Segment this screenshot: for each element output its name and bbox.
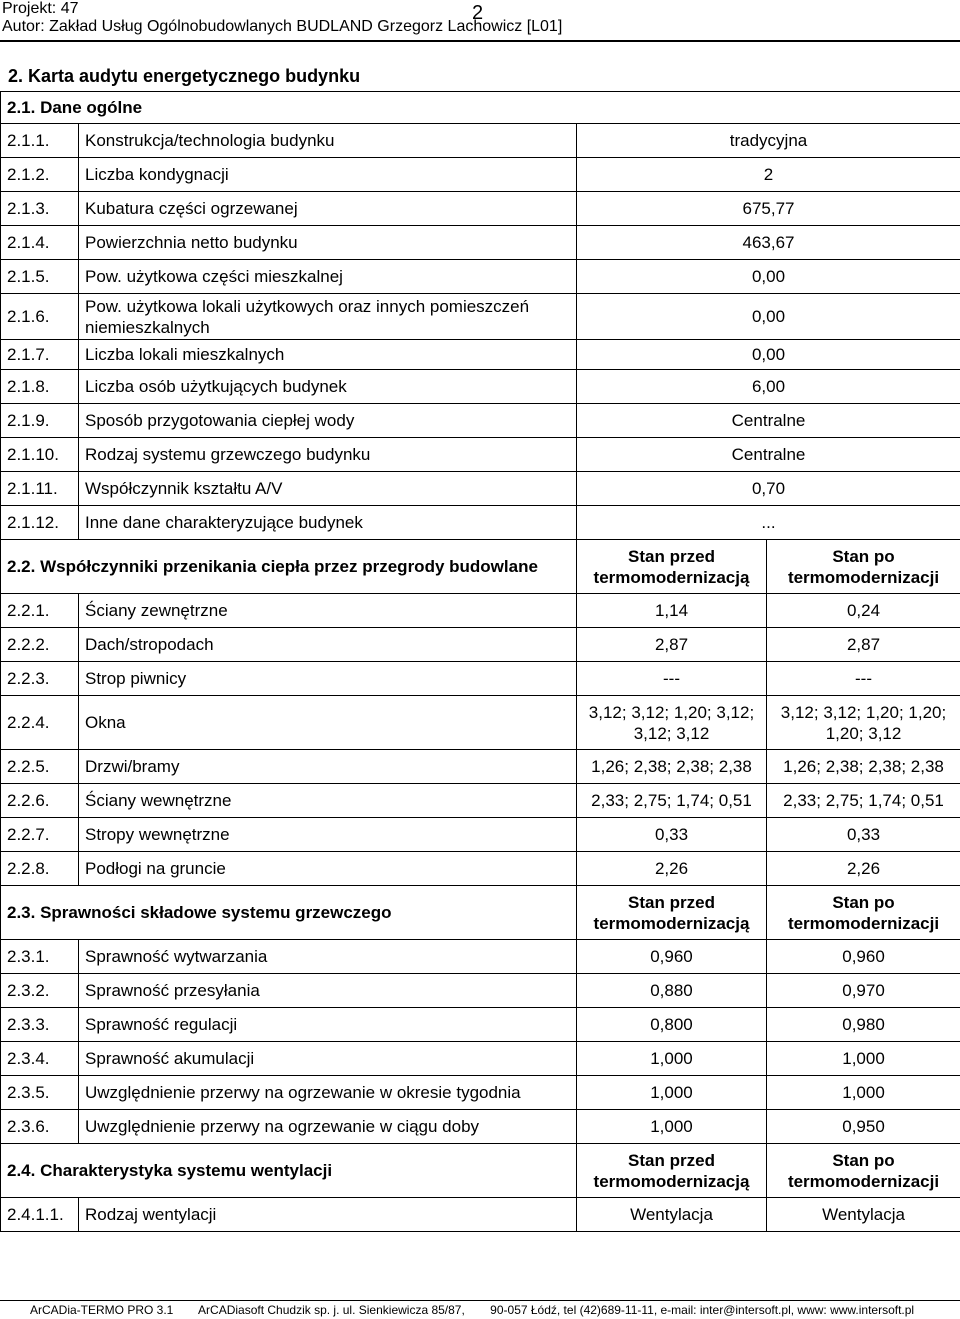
value-before: 2,26 <box>577 852 767 886</box>
row-number: 2.1.10. <box>1 438 79 472</box>
table-row <box>1 594 960 628</box>
row-number: 2.3.6. <box>1 1110 79 1144</box>
row-number: 2.1.11. <box>1 472 79 506</box>
row-label: Sprawność wytwarzania <box>79 940 577 974</box>
value-after: 2,26 <box>767 852 960 886</box>
row-label: Inne dane charakteryzujące budynek <box>79 506 577 540</box>
footer-software: ArCADia-TERMO PRO 3.1 <box>30 1303 174 1317</box>
row-number: 2.3.2. <box>1 974 79 1008</box>
table-row <box>1 886 960 940</box>
row-label: Sposób przygotowania ciepłej wody <box>79 404 577 438</box>
row-number: 2.2.4. <box>1 696 79 750</box>
row-number: 2.1.9. <box>1 404 79 438</box>
row-value: Centralne <box>577 404 960 438</box>
row-label: Okna <box>79 696 577 750</box>
page-number: 2 <box>472 2 484 24</box>
table-row <box>1 628 960 662</box>
value-after: 0,950 <box>767 1110 960 1144</box>
row-label: Strop piwnicy <box>79 662 577 696</box>
row-label: Ściany zewnętrzne <box>79 594 577 628</box>
table-row <box>1 340 960 370</box>
row-number: 2.2.3. <box>1 662 79 696</box>
row-label: Drzwi/bramy <box>79 750 577 784</box>
value-before: 3,12; 3,12; 1,20; 3,12; 3,12; 3,12 <box>577 696 767 750</box>
header-divider <box>0 40 960 42</box>
author-label: Autor: Zakład Usług Ogólnobudowlanych BUDLAND Grzegorz Lachowicz [L01] <box>2 18 563 35</box>
row-label: Pow. użytkowa części mieszkalnej <box>79 260 577 294</box>
table-row <box>1 158 960 192</box>
table-row <box>1 696 960 750</box>
section-title: 2. Karta audytu energetycznego budynku <box>8 66 361 86</box>
value-before: 1,000 <box>577 1110 767 1144</box>
table-row <box>1 818 960 852</box>
row-number: 2.4.1.1. <box>1 1198 79 1232</box>
table-row <box>1 1198 960 1232</box>
value-before: 1,000 <box>577 1042 767 1076</box>
value-before: 0,960 <box>577 940 767 974</box>
audit-table <box>0 91 960 1232</box>
row-label: Sprawność regulacji <box>79 1008 577 1042</box>
section-heading: 2.3. Sprawności składowe systemu grzewczego <box>1 886 577 940</box>
value-after: Wentylacja <box>767 1198 960 1232</box>
table-row <box>1 662 960 696</box>
row-value: 0,00 <box>577 340 960 370</box>
table-row <box>1 1144 960 1198</box>
row-label: Uwzględnienie przerwy na ogrzewanie w okresie tygodnia <box>79 1076 577 1110</box>
value-before: 2,87 <box>577 628 767 662</box>
value-before: Wentylacja <box>577 1198 767 1232</box>
value-after: 2,33; 2,75; 1,74; 0,51 <box>767 784 960 818</box>
value-before: 1,000 <box>577 1076 767 1110</box>
footer-contact: 90-057 Łódź, tel (42)689-11-11, e-mail: inter@intersoft.pl, www: www.intersoft.pl <box>490 1303 915 1317</box>
table-row <box>1 294 960 340</box>
row-label: Podłogi na gruncie <box>79 852 577 886</box>
column-before-header: Stan przed termomodernizacją <box>577 1144 767 1198</box>
value-after: --- <box>767 662 960 696</box>
row-number: 2.2.7. <box>1 818 79 852</box>
value-before: 0,33 <box>577 818 767 852</box>
value-after: 0,24 <box>767 594 960 628</box>
row-number: 2.1.6. <box>1 294 79 340</box>
table-row <box>1 260 960 294</box>
value-before: 0,880 <box>577 974 767 1008</box>
table-row <box>1 1008 960 1042</box>
row-number: 2.1.2. <box>1 158 79 192</box>
row-label: Sprawność przesyłania <box>79 974 577 1008</box>
row-label: Powierzchnia netto budynku <box>79 226 577 260</box>
value-before: --- <box>577 662 767 696</box>
value-before: 1,26; 2,38; 2,38; 2,38 <box>577 750 767 784</box>
row-number: 2.1.1. <box>1 124 79 158</box>
table-row <box>1 852 960 886</box>
column-after-header: Stan po termomodernizacji <box>767 1144 960 1198</box>
row-value: 0,00 <box>577 294 960 340</box>
value-after: 3,12; 3,12; 1,20; 1,20; 1,20; 3,12 <box>767 696 960 750</box>
table-row <box>1 472 960 506</box>
row-label: Ściany wewnętrzne <box>79 784 577 818</box>
row-label: Kubatura części ogrzewanej <box>79 192 577 226</box>
table-row <box>1 750 960 784</box>
table-row <box>1 1110 960 1144</box>
row-number: 2.1.7. <box>1 340 79 370</box>
column-before-header: Stan przed termomodernizacją <box>577 886 767 940</box>
row-label: Rodzaj systemu grzewczego budynku <box>79 438 577 472</box>
row-number: 2.3.5. <box>1 1076 79 1110</box>
row-value: 6,00 <box>577 370 960 404</box>
section-heading: 2.1. Dane ogólne <box>1 92 960 124</box>
table-row <box>1 92 960 124</box>
row-label: Dach/stropodach <box>79 628 577 662</box>
footer-divider <box>0 1300 960 1301</box>
row-value: 0,00 <box>577 260 960 294</box>
row-value: Centralne <box>577 438 960 472</box>
table-row <box>1 540 960 594</box>
value-before: 0,800 <box>577 1008 767 1042</box>
row-label: Sprawność akumulacji <box>79 1042 577 1076</box>
row-value: tradycyjna <box>577 124 960 158</box>
row-number: 2.2.6. <box>1 784 79 818</box>
value-before: 1,14 <box>577 594 767 628</box>
row-label: Pow. użytkowa lokali użytkowych oraz innych pomieszczeń niemieszkalnych <box>79 294 577 340</box>
row-label: Stropy wewnętrzne <box>79 818 577 852</box>
row-value: 675,77 <box>577 192 960 226</box>
value-after: 0,33 <box>767 818 960 852</box>
row-label: Współczynnik kształtu A/V <box>79 472 577 506</box>
row-value: 463,67 <box>577 226 960 260</box>
row-value: 2 <box>577 158 960 192</box>
column-before-header: Stan przed termomodernizacją <box>577 540 767 594</box>
table-row <box>1 1076 960 1110</box>
table-row <box>1 940 960 974</box>
value-after: 2,87 <box>767 628 960 662</box>
value-before: 2,33; 2,75; 1,74; 0,51 <box>577 784 767 818</box>
row-label: Liczba kondygnacji <box>79 158 577 192</box>
row-label: Konstrukcja/technologia budynku <box>79 124 577 158</box>
row-number: 2.1.12. <box>1 506 79 540</box>
table-row <box>1 506 960 540</box>
value-after: 1,26; 2,38; 2,38; 2,38 <box>767 750 960 784</box>
value-after: 0,960 <box>767 940 960 974</box>
value-after: 0,970 <box>767 974 960 1008</box>
table-row <box>1 226 960 260</box>
row-label: Liczba osób użytkujących budynek <box>79 370 577 404</box>
row-number: 2.3.1. <box>1 940 79 974</box>
table-row <box>1 784 960 818</box>
row-label: Rodzaj wentylacji <box>79 1198 577 1232</box>
row-number: 2.1.5. <box>1 260 79 294</box>
row-label: Liczba lokali mieszkalnych <box>79 340 577 370</box>
table-row <box>1 404 960 438</box>
row-label: Uwzględnienie przerwy na ogrzewanie w ciągu doby <box>79 1110 577 1144</box>
row-number: 2.1.4. <box>1 226 79 260</box>
table-row <box>1 124 960 158</box>
table-row <box>1 370 960 404</box>
table-row <box>1 974 960 1008</box>
footer-company: ArCADiasoft Chudzik sp. j. ul. Sienkiewicza 85/87, <box>198 1303 465 1317</box>
row-number: 2.2.8. <box>1 852 79 886</box>
value-after: 1,000 <box>767 1076 960 1110</box>
table-row <box>1 1042 960 1076</box>
section-heading: 2.2. Współczynniki przenikania ciepła przez przegrody budowlane <box>1 540 577 594</box>
row-number: 2.2.2. <box>1 628 79 662</box>
table-row <box>1 438 960 472</box>
row-number: 2.2.5. <box>1 750 79 784</box>
table-row <box>1 192 960 226</box>
row-value: 0,70 <box>577 472 960 506</box>
value-after: 1,000 <box>767 1042 960 1076</box>
section-heading: 2.4. Charakterystyka systemu wentylacji <box>1 1144 577 1198</box>
value-after: 0,980 <box>767 1008 960 1042</box>
row-number: 2.2.1. <box>1 594 79 628</box>
row-number: 2.3.3. <box>1 1008 79 1042</box>
row-number: 2.1.3. <box>1 192 79 226</box>
footer <box>30 1303 936 1317</box>
row-number: 2.1.8. <box>1 370 79 404</box>
row-number: 2.3.4. <box>1 1042 79 1076</box>
column-after-header: Stan po termomodernizacji <box>767 886 960 940</box>
project-label: Projekt: 47 <box>2 0 79 17</box>
row-value: ... <box>577 506 960 540</box>
column-after-header: Stan po termomodernizacji <box>767 540 960 594</box>
